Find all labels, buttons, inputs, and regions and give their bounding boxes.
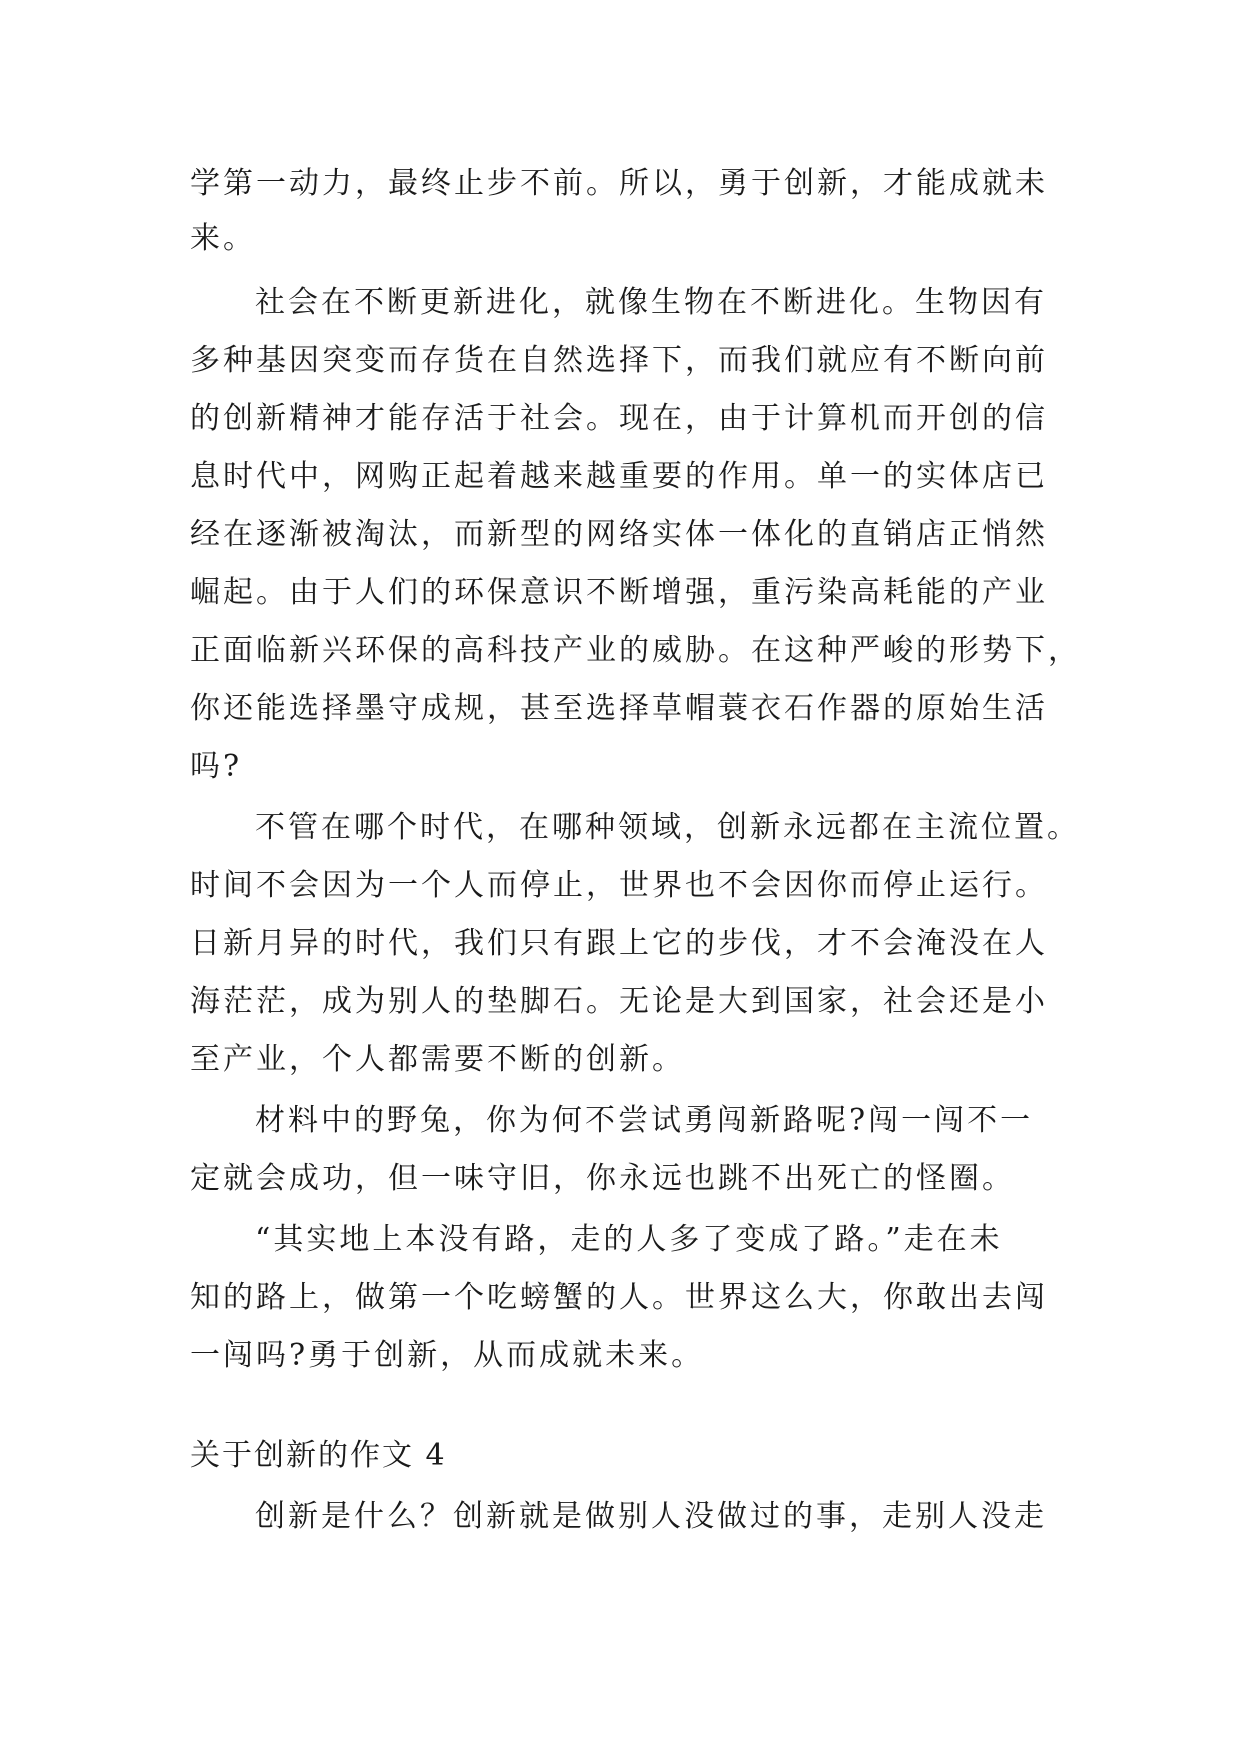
paragraph-line: 吗? (190, 749, 243, 784)
paragraph-line: 时间不会因为一个人而停止，世界也不会因你而停止运行。 (190, 868, 1048, 903)
paragraph-line: 日新月异的时代，我们只有跟上它的步伐，才不会淹没在人 (190, 926, 1048, 961)
paragraph-line: 多种基因突变而存货在自然选择下，而我们就应有不断向前 (190, 343, 1048, 378)
paragraph-line: 社会在不断更新进化，就像生物在不断进化。生物因有 (255, 285, 1047, 320)
paragraph-line: 材料中的野兔，你为何不尝试勇闯新路呢?闯一闯不一 (255, 1103, 1034, 1138)
paragraph-line: 经在逐渐被淘汰，而新型的网络实体一体化的直销店正悄然 (190, 517, 1048, 552)
paragraph-line: 崛起。由于人们的环保意识不断增强，重污染高耗能的产业 (190, 575, 1048, 610)
paragraph-line: 创新是什么？创新就是做别人没做过的事，走别人没走 (255, 1499, 1047, 1534)
paragraph-line: 的创新精神才能存活于社会。现在，由于计算机而开创的信 (190, 401, 1048, 436)
paragraph-line: 知的路上，做第一个吃螃蟹的人。世界这么大，你敢出去闯 (190, 1280, 1048, 1315)
paragraph-line: 一闯吗?勇于创新，从而成就未来。 (190, 1338, 705, 1373)
paragraph-line: 你还能选择墨守成规，甚至选择草帽蓑衣石作器的原始生活 (190, 691, 1048, 726)
paragraph-line: 至产业，个人都需要不断的创新。 (190, 1042, 685, 1077)
paragraph-line: 息时代中，网购正起着越来越重要的作用。单一的实体店已 (190, 459, 1048, 494)
paragraph-line: 定就会成功，但一味守旧，你永远也跳不出死亡的怪圈。 (190, 1161, 1015, 1196)
paragraph-line: 正面临新兴环保的高科技产业的威胁。在这种严峻的形势下， (190, 633, 1081, 668)
paragraph-line: 来。 (190, 221, 256, 256)
paragraph-line: 海茫茫，成为别人的垫脚石。无论是大到国家，社会还是小 (190, 984, 1048, 1019)
section-heading: 关于创新的作文 4 (190, 1438, 447, 1473)
paragraph-line: 不管在哪个时代，在哪种领域，创新永远都在主流位置。 (255, 810, 1080, 845)
paragraph-line: “其实地上本没有路，走的人多了变成了路。”走在未 (255, 1222, 1003, 1257)
paragraph-line: 学第一动力，最终止步不前。所以，勇于创新，才能成就未 (190, 166, 1048, 201)
